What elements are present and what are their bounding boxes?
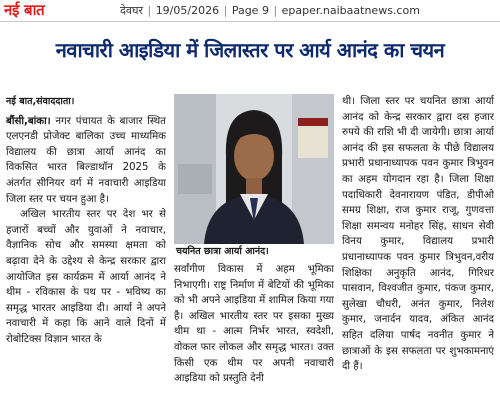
article-column-2 [174,94,334,398]
separator: | [223,4,228,17]
article-headline: नवाचारी आइडिया में जिलास्तर पर आर्य आनंद का चयन [55,38,445,62]
photo-caption: चयनित छात्रा आर्या आनंद। [176,246,269,257]
article-paragraph-2: अखिल भारतीय स्तर पर देश भर से हजारों बच्चों और युवाओं ने नवाचार, वैज्ञानिक सोच और समस्या क्षमता को बढ़ावा देने के उद्देश्य से केन्द्र सरकार द्वारा आयोजित इस कार्यक्रम में आर्या आनंद ने थीम - रविकास के पथ पर - भविष्य का समृद्ध भारतर आइडिया दी। आर्या ने अपने नवाचारी में कहा कि आने वाले दिनों में रोबोटिक्स विज्ञान भारत के [6,209,166,345]
edition-meta [120,3,420,18]
article-column-3-text: थी। जिला स्तर पर चयनित छात्रा आर्या आनंद को केन्द्र सरकार द्वारा दस हजार रुपये की राशि भी दी जायेगी। छात्रा आर्या आनंद की इस सफलता के पीछे विद्यालय प्रभारी प्रधानाध्यापक पवन कुमार त्रिभुवन का अहम योगदान रहा है। जिला शिक्षा पदाधिकारी देवनारायण पंडित, डीपीओ समग्र शिक्षा, राज कुमार राजू, गुणवत्ता शिक्षा समन्वय मनोहर सिंह, साधन सेवी विनय कुमार, विद्यालय प्रभारी प्रधानाध्यापक पवन कुमार त्रिभुवन,वरीय शिक्षिका अनुकृति आनंद, गिरिधर पासवान, विश्वजीत कुमार, पंकज कुमार, सुलेखा चौधरी, अनंत कुमार, निलेश कुमार, जनार्दन यादव, अंकित आनंद सहित दलिया पार्षद नवनीत कुमार ने छात्राओं के इस सफलता पर शुभकामनाएं दी हैं। [342,96,494,373]
edition-page: Page 9 [231,4,269,17]
paragraph-1-text: नगर पंचायत के बाजार स्थित एलएनडी प्रोजेक्ट बालिका उच्च माध्यमिक विद्यालय की छात्रा आर्या आनंद का विकसित भारत बिल्डाथॉन 2025 के अंतर्गत सीनियर वर्ग में नवाचारी आइडिया जिला स्तर पर चयन हुआ है। [6,115,166,205]
edition-date: 19/05/2026 [155,4,220,17]
article-body [6,94,494,398]
article-paragraph-1 [6,114,166,208]
student-photo-illustration [174,94,334,244]
newspaper-logo: नई बात [4,1,45,19]
article-column-3 [342,94,494,398]
article-column-1 [6,94,166,398]
separator: | [147,4,152,17]
edition-city: देवघर [120,4,143,17]
masthead [0,0,500,22]
site-link[interactable]: epaper.naibaatnews.com [281,4,420,17]
article-dateline: बौंसी,बांका। [6,115,51,127]
student-photo [174,94,334,244]
article-byline: नई बात,संवाददाता। [6,96,75,107]
article-column-2-text: सर्वांगीण विकास में अहम भूमिका निभाएगी। राष्ट्र निर्माण में बेटियों की भूमिका को भी अपने आइडिया में शामिल किया गया है। अखिल भारतीय स्तर पर इसका मुख्य थीम था - आत्म निर्भर भारत, स्वदेशी, वोकल फार लोकल और समृद्ध भारत। उक्त किसी एक थीम पर अपनी नवाचारी आइडिया को प्रस्तुति देनी [174,264,334,385]
separator: | [273,4,278,17]
